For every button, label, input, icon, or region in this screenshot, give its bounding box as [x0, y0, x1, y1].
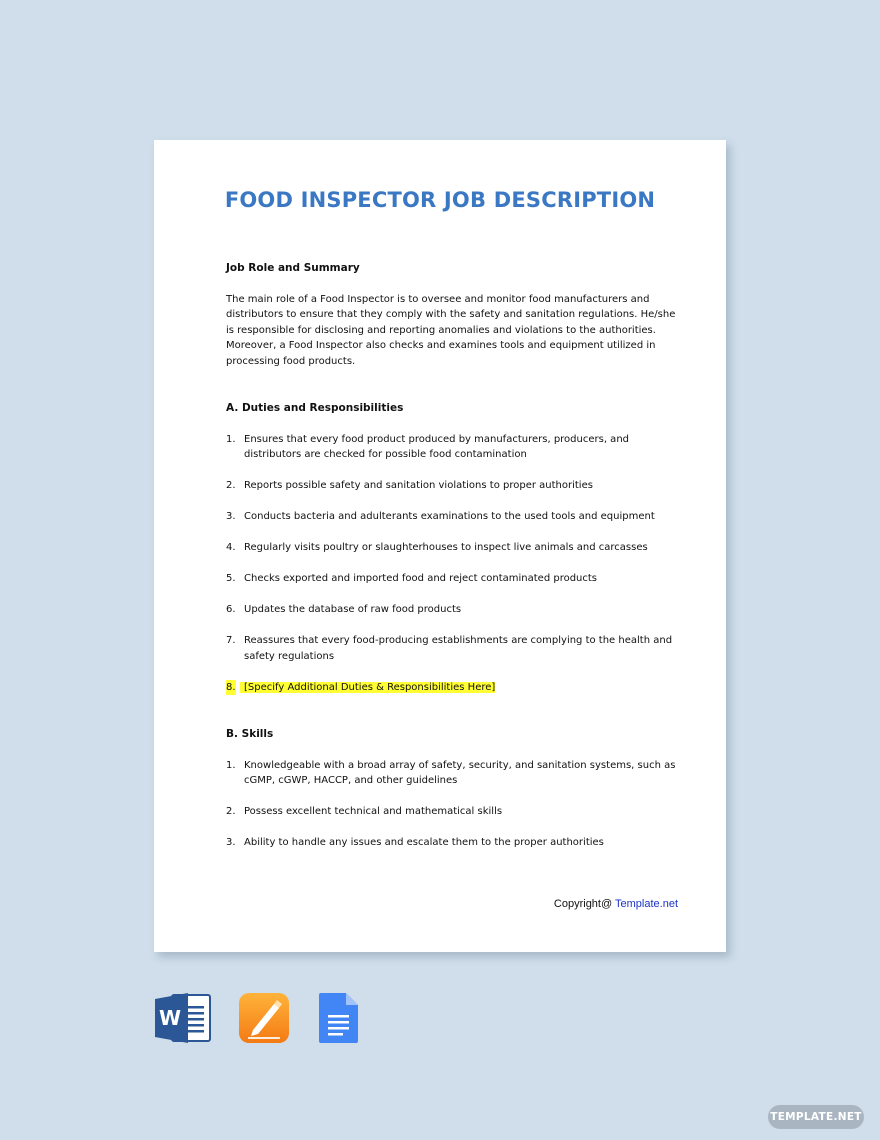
word-icon[interactable]: [154, 992, 212, 1048]
list-item-number: 1.: [226, 433, 236, 445]
list-item-text: Possess excellent technical and mathematical skills: [244, 806, 503, 817]
list-item-number: 8.: [226, 680, 236, 696]
highlighted-placeholder-item: [226, 680, 686, 696]
list-item-text: Reports possible safety and sanitation violations to proper authorities: [244, 480, 593, 491]
list-item: [226, 758, 686, 789]
list-item-text: Ensures that every food product produced by manufacturers, producers, and distributors are checked for possible food contamination: [244, 433, 629, 460]
list-item-number: 2.: [226, 806, 236, 817]
list-item-text: Updates the database of raw food products: [244, 604, 462, 615]
list-item-text: Regularly visits poultry or slaughterhouses to inspect live animals and carcasses: [244, 542, 648, 553]
skills-heading: B. Skills: [226, 728, 274, 740]
list-item-text: Checks exported and imported food and reject contaminated products: [244, 573, 598, 584]
document-page: [154, 140, 726, 952]
list-item-text: Knowledgeable with a broad array of safety, security, and sanitation systems, such as cGMP, cGWP, HACCP, and other guidelines: [244, 759, 676, 786]
placeholder-text: [Specify Additional Duties & Responsibilities Here]: [240, 682, 495, 693]
copyright-line: [554, 898, 678, 910]
list-item-number: 1.: [226, 759, 236, 771]
list-item-number: 3.: [226, 511, 236, 522]
summary-paragraph: The main role of a Food Inspector is to oversee and monitor food manufacturers and distributors to ensure that they comply with the safety and sanitation regulations. He/she is responsible for disclosing and reporting anomalies and violations to the authorities. Moreover, a Food Inspector also checks and examines tools and equipment utilized in processing food products.: [226, 293, 676, 367]
svg-text:W: W: [158, 1006, 182, 1030]
list-item: [226, 478, 686, 494]
list-item-text: Reassures that every food-producing establishments are complying to the health and safety regulations: [244, 635, 673, 662]
list-item: [226, 804, 686, 820]
list-item: [226, 633, 686, 664]
list-item-number: 6.: [226, 604, 236, 615]
list-item: [226, 835, 686, 851]
document-content: [226, 261, 686, 851]
google-docs-icon[interactable]: [318, 992, 360, 1048]
copyright-text: Copyright@: [553, 898, 616, 910]
duties-list: [226, 432, 686, 696]
summary-heading: Job Role and Summary: [226, 262, 360, 274]
list-item: [226, 540, 686, 556]
list-item-number: 4.: [226, 542, 236, 553]
document-title: FOOD INSPECTOR JOB DESCRIPTION: [224, 188, 656, 212]
list-item-number: 5.: [226, 573, 236, 584]
list-item: [226, 509, 686, 525]
list-item-number: 7.: [226, 635, 236, 646]
list-item: [226, 432, 686, 463]
duties-heading: A. Duties and Responsibilities: [226, 402, 404, 414]
pages-icon[interactable]: [238, 992, 290, 1048]
list-item-text: Ability to handle any issues and escalate them to the proper authorities: [244, 837, 604, 848]
list-item-text: Conducts bacteria and adulterants examinations to the used tools and equipment: [244, 511, 655, 522]
list-item-number: 2.: [226, 480, 236, 491]
list-item: [226, 571, 686, 587]
template-net-badge[interactable]: TEMPLATE.NET: [768, 1105, 864, 1129]
list-item-number: 3.: [226, 837, 236, 848]
list-item: [226, 602, 686, 618]
skills-list: [226, 758, 686, 851]
template-net-link[interactable]: Template.net: [615, 898, 678, 910]
